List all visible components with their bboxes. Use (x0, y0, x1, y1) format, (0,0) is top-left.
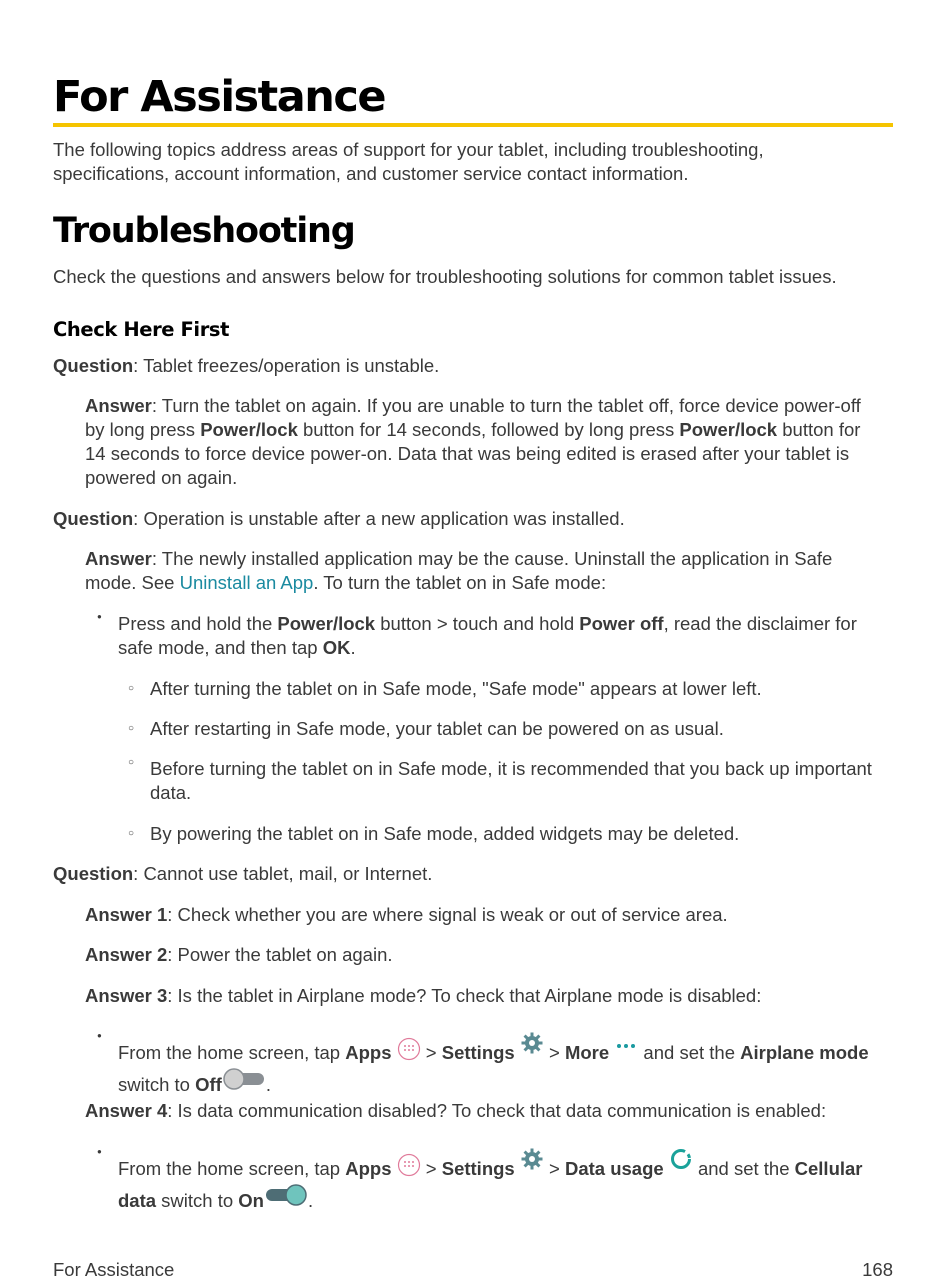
page-number: 168 (862, 1259, 893, 1280)
question-2 (53, 507, 625, 531)
settings-label: Settings (441, 1042, 515, 1063)
footer-section: For Assistance (53, 1259, 175, 1280)
data-usage-icon (669, 1147, 693, 1177)
question-3 (53, 862, 432, 886)
answer-text: 14 seconds to force device power-on. Data that was being edited is erased after your tablet is (85, 443, 850, 464)
question-label: Question (53, 508, 134, 529)
apps-icon (397, 1153, 421, 1183)
power-lock-label: Power/lock (277, 613, 376, 634)
cellular-label: Cellular (794, 1158, 863, 1179)
answer-text: button for (777, 419, 861, 440)
on-label: On (238, 1190, 264, 1211)
answer-3-2: Answer 2: Power the tablet on again. (85, 944, 393, 965)
troubleshooting-heading: Troubleshooting (53, 211, 355, 251)
safe-mode-subitem: ○ By powering the tablet on in Safe mode, added widgets may be deleted. (150, 822, 739, 846)
answer-label: Answer 3 (85, 985, 168, 1006)
safe-mode-subitem: ○ After restarting in Safe mode, your tablet can be powered on as usual. (150, 717, 724, 741)
gear-icon (520, 1147, 544, 1177)
troubleshooting-intro: Check the questions and answers below for troubleshooting solutions for common tablet issues. (53, 266, 837, 287)
answer-label: Answer 4 (85, 1100, 168, 1121)
safe-mode-bullet: ● Press and hold the Power/lock button > touch and hold Power off, read the disclaimer for safe mode, and then tap OK. (118, 612, 893, 660)
question-label: Question (53, 863, 134, 884)
apps-label: Apps (345, 1042, 392, 1063)
power-off-label: Power off (579, 613, 664, 634)
answer-text: . To turn the tablet on in Safe mode: (313, 572, 607, 593)
power-lock-label: Power/lock (679, 419, 778, 440)
answer-label: Answer (85, 548, 152, 569)
page-title: For Assistance (53, 72, 385, 122)
intro-paragraph: The following topics address areas of support for your tablet, including troubleshooting, specifications, account information, and customer service contact information. (53, 139, 764, 184)
safe-mode-subitem: ○ After turning the tablet on in Safe mode, "Safe mode" appears at lower left. (150, 677, 762, 701)
uninstall-app-link[interactable]: Uninstall an App (179, 572, 314, 593)
toggle-on-icon (264, 1183, 308, 1213)
airplane-mode-bullet: ● From the home screen, tap Apps > Settings > More and set the Airplane mode switch to Off . (118, 1031, 893, 1097)
answer-3-4: Answer 4: Is data communication disabled? To check that data communication is enabled: (85, 1100, 827, 1121)
off-label: Off (195, 1074, 222, 1095)
check-here-first-heading: Check Here First (53, 318, 230, 341)
gear-icon (520, 1031, 544, 1061)
more-label: More (564, 1042, 610, 1063)
question-text: : Tablet freezes/operation is unstable. (133, 355, 440, 376)
more-dots-icon (614, 1033, 638, 1057)
title-rule (53, 123, 893, 127)
data-usage-label: Data usage (564, 1158, 664, 1179)
answer-3-1: Answer 1: Check whether you are where signal is weak or out of service area. (85, 904, 728, 925)
safe-mode-subitem: ○ Before turning the tablet on in Safe mode, it is recommended that you back up important data. (150, 757, 893, 805)
answer-text: button for 14 seconds, followed by long press (297, 419, 680, 440)
answer-3-3: Answer 3: Is the tablet in Airplane mode? To check that Airplane mode is disabled: (85, 985, 762, 1006)
ok-label: OK (322, 637, 351, 658)
toggle-off-icon (222, 1067, 266, 1097)
question-text: : Cannot use tablet, mail, or Internet. (133, 863, 433, 884)
apps-icon (397, 1037, 421, 1067)
answer-text: by long press (85, 419, 201, 440)
answer-text: : Turn the tablet on again. If you are unable to turn the tablet off, force device power-off (151, 395, 861, 416)
settings-label: Settings (441, 1158, 515, 1179)
apps-label: Apps (345, 1158, 392, 1179)
power-lock-label: Power/lock (200, 419, 298, 440)
answer-text: mode. See (85, 572, 180, 593)
answer-label: Answer 1 (85, 904, 168, 925)
answer-1 (85, 394, 893, 490)
airplane-mode-label: Airplane mode (740, 1042, 869, 1063)
answer-2 (85, 547, 893, 595)
answer-label: Answer (85, 395, 152, 416)
answer-text: powered on again. (85, 467, 238, 488)
question-text: : Operation is unstable after a new application was installed. (133, 508, 625, 529)
data-label: data (118, 1190, 157, 1211)
cellular-data-bullet: ● From the home screen, tap Apps > Settings > Data usage and set the Cellular data switch to On . (118, 1147, 893, 1213)
question-label: Question (53, 355, 134, 376)
answer-text: : The newly installed application may be the cause. Uninstall the application in Safe (151, 548, 833, 569)
question-1 (53, 354, 439, 378)
answer-label: Answer 2 (85, 944, 168, 965)
